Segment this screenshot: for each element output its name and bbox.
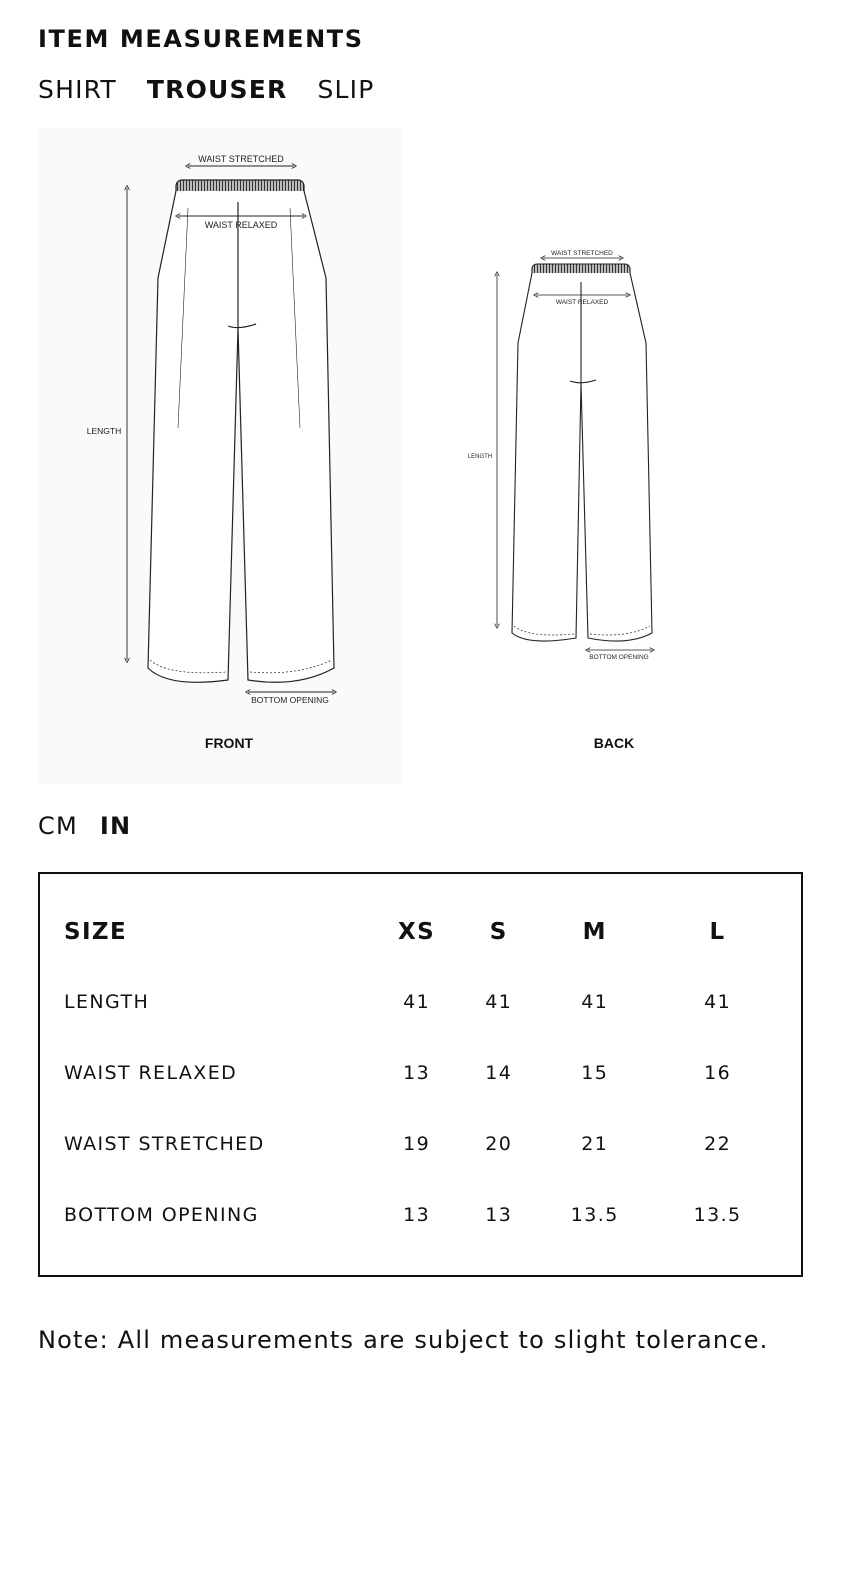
back-waist-stretched-label: WAIST STRETCHED — [551, 250, 613, 257]
size-l-header: L — [709, 919, 726, 945]
row-label-length: LENGTH — [64, 990, 150, 1013]
back-view-label: BACK — [593, 735, 635, 751]
table-row — [64, 966, 779, 1037]
table-cell: 22 — [704, 1132, 732, 1155]
table-header-row — [64, 898, 779, 966]
table-cell: 19 — [403, 1132, 431, 1155]
tab-trouser[interactable]: TROUSER — [146, 75, 288, 104]
size-s-header: S — [489, 919, 508, 945]
table-cell: 41 — [485, 990, 513, 1013]
front-waist-stretched-label: WAIST STRETCHED — [198, 154, 284, 164]
table-cell: 20 — [485, 1132, 513, 1155]
table-cell: 13 — [485, 1203, 513, 1226]
size-m-header: M — [582, 919, 607, 945]
unit-in[interactable]: IN — [99, 812, 132, 840]
back-length-label: LENGTH — [467, 454, 493, 460]
table-cell: 13.5 — [693, 1203, 742, 1226]
front-bottom-opening-label: BOTTOM OPENING — [251, 695, 329, 705]
table-row — [64, 1108, 779, 1179]
front-length-label: LENGTH — [86, 426, 122, 436]
table-row — [64, 1037, 779, 1108]
size-xs-header: XS — [398, 919, 436, 945]
table-cell: 41 — [403, 990, 431, 1013]
table-cell: 14 — [485, 1061, 513, 1084]
table-cell: 41 — [704, 990, 732, 1013]
table-cell: 16 — [704, 1061, 732, 1084]
size-header: SIZE — [64, 919, 128, 945]
table-cell: 13 — [403, 1203, 431, 1226]
front-view-label: FRONT — [204, 735, 254, 751]
table-row — [64, 1179, 779, 1250]
table-cell: 15 — [581, 1061, 609, 1084]
unit-toggle — [38, 810, 131, 842]
row-label-waist-stretched: WAIST STRETCHED — [64, 1132, 265, 1155]
table-cell: 21 — [581, 1132, 609, 1155]
back-bottom-opening-label: BOTTOM OPENING — [589, 654, 649, 661]
size-chart — [38, 872, 803, 1277]
table-cell: 13.5 — [570, 1203, 619, 1226]
tolerance-note: Note: All measurements are subject to slight tolerance. — [38, 1326, 769, 1354]
page-title: ITEM MEASUREMENTS — [38, 25, 364, 53]
table-cell: 13 — [403, 1061, 431, 1084]
tab-shirt[interactable]: SHIRT — [38, 75, 117, 104]
garment-tabs — [38, 74, 375, 106]
table-cell: 41 — [581, 990, 609, 1013]
back-waist-relaxed-label: WAIST RELAXED — [555, 299, 609, 306]
size-table — [64, 898, 779, 1250]
front-waist-relaxed-label: WAIST RELAXED — [204, 220, 278, 230]
tab-slip[interactable]: SLIP — [317, 75, 375, 104]
trouser-diagram — [38, 128, 818, 784]
row-label-bottom-opening: BOTTOM OPENING — [64, 1203, 259, 1226]
row-label-waist-relaxed: WAIST RELAXED — [64, 1061, 238, 1084]
unit-cm[interactable]: CM — [38, 812, 78, 840]
